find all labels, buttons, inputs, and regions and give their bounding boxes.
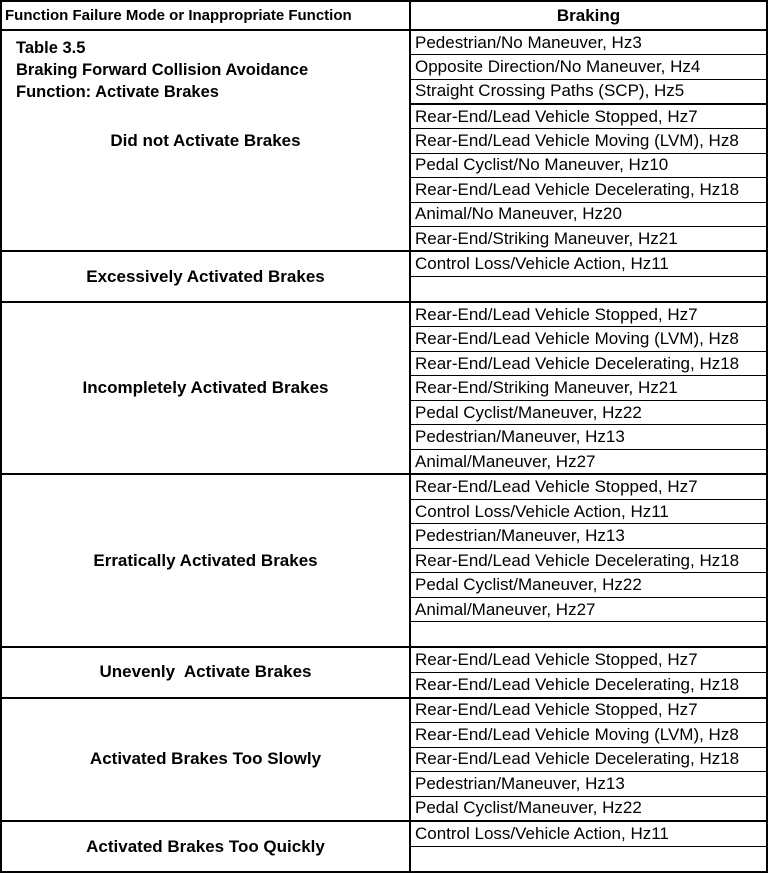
failure-mode-section — [2, 648, 766, 699]
hazard-cell: Rear-End/Lead Vehicle Decelerating, Hz18 — [411, 178, 766, 202]
hazard-cell: Pedestrian/Maneuver, Hz13 — [411, 425, 766, 450]
failure-mode-section — [2, 303, 766, 475]
hazard-cell: Rear-End/Lead Vehicle Stopped, Hz7 — [411, 303, 766, 328]
hazard-cell: Rear-End/Lead Vehicle Decelerating, Hz18 — [411, 549, 766, 574]
hazard-list — [411, 252, 766, 301]
hazard-cell: Control Loss/Vehicle Action, Hz11 — [411, 500, 766, 525]
hazard-cell: Opposite Direction/No Maneuver, Hz4 — [411, 55, 766, 79]
hazard-cell: Pedal Cyclist/No Maneuver, Hz10 — [411, 154, 766, 178]
failure-mode-cell — [2, 252, 411, 301]
table-caption-line: Function: Activate Brakes — [16, 83, 219, 101]
hazard-list — [411, 475, 766, 645]
failure-mode-cell — [2, 822, 411, 871]
hazard-cell: Animal/No Maneuver, Hz20 — [411, 203, 766, 227]
table-caption-line: Table 3.5 — [16, 39, 86, 57]
hazard-cell: Animal/Maneuver, Hz27 — [411, 598, 766, 623]
hazard-cell: Rear-End/Lead Vehicle Stopped, Hz7 — [411, 105, 766, 129]
failure-mode-label: Unevenly Activate Brakes — [99, 662, 312, 682]
failure-mode-label: Excessively Activated Brakes — [86, 266, 325, 286]
failure-mode-cell — [2, 475, 411, 645]
hazard-cell: Rear-End/Lead Vehicle Moving (LVM), Hz8 — [411, 129, 766, 153]
hazard-cell: Pedal Cyclist/Maneuver, Hz22 — [415, 798, 642, 818]
hazard-cell — [411, 847, 766, 871]
failure-mode-section — [2, 475, 766, 647]
table-caption-line: Braking Forward Collision Avoidance — [16, 61, 309, 79]
hazard-cell: Rear-End/Lead Vehicle Stopped, Hz7 — [411, 475, 766, 500]
hazard-cell: Pedestrian/Maneuver, Hz13 — [411, 772, 766, 797]
failure-mode-cell — [2, 699, 411, 821]
column-header-braking: Braking — [556, 5, 621, 25]
failure-mode-label: Did not Activate Brakes — [110, 130, 301, 150]
hazard-cell: Pedestrian/No Maneuver, Hz3 — [411, 31, 766, 55]
failure-mode-label: Erratically Activated Brakes — [93, 550, 318, 570]
hazard-cell: Pedestrian/Maneuver, Hz13 — [411, 524, 766, 549]
failure-mode-section — [2, 252, 766, 303]
hazard-list — [411, 822, 766, 871]
hazard-cell: Control Loss/Vehicle Action, Hz11 — [411, 822, 766, 847]
table-header-row — [2, 2, 766, 31]
hazard-cell — [411, 277, 766, 301]
hazard-cell: Rear-End/Lead Vehicle Decelerating, Hz18 — [411, 352, 766, 377]
failure-mode-cell — [2, 303, 411, 473]
failure-mode-cell — [2, 31, 411, 250]
hazard-list — [411, 699, 766, 821]
failure-mode-label: Activated Brakes Too Slowly — [89, 749, 322, 769]
hazard-cell: Rear-End/Striking Maneuver, Hz21 — [411, 376, 766, 401]
hazard-cell: Animal/Maneuver, Hz27 — [415, 451, 596, 471]
hazard-cell: Rear-End/Lead Vehicle Moving (LVM), Hz8 — [411, 723, 766, 748]
hazard-cell: Rear-End/Lead Vehicle Stopped, Hz7 — [411, 699, 766, 724]
table-caption — [2, 31, 409, 103]
hazard-cell: Rear-End/Striking Maneuver, Hz21 — [415, 228, 678, 248]
hazard-list — [411, 648, 766, 697]
hazard-cell: Straight Crossing Paths (SCP), Hz5 — [411, 80, 766, 105]
hazard-cell: Rear-End/Lead Vehicle Stopped, Hz7 — [411, 648, 766, 673]
hazard-cell: Pedal Cyclist/Maneuver, Hz22 — [411, 401, 766, 426]
column-header-function-failure-mode: Function Failure Mode or Inappropriate Function — [2, 2, 411, 29]
hazard-cell: Control Loss/Vehicle Action, Hz11 — [411, 252, 766, 277]
hazard-list — [411, 31, 766, 250]
hazard-cell: Rear-End/Lead Vehicle Moving (LVM), Hz8 — [411, 327, 766, 352]
failure-mode-cell — [2, 648, 411, 697]
failure-mode-section — [2, 31, 766, 252]
hazard-cell — [411, 622, 766, 646]
hazard-cell: Pedal Cyclist/Maneuver, Hz22 — [411, 573, 766, 598]
hazard-cell: Rear-End/Lead Vehicle Decelerating, Hz18 — [415, 674, 740, 694]
failure-mode-label: Activated Brakes Too Quickly — [86, 836, 325, 856]
failure-mode-section — [2, 822, 766, 871]
failure-mode-section — [2, 699, 766, 823]
hazard-cell: Rear-End/Lead Vehicle Decelerating, Hz18 — [411, 748, 766, 773]
table-body — [2, 31, 766, 871]
hazard-list — [411, 303, 766, 473]
failure-mode-label: Incompletely Activated Brakes — [82, 378, 329, 398]
